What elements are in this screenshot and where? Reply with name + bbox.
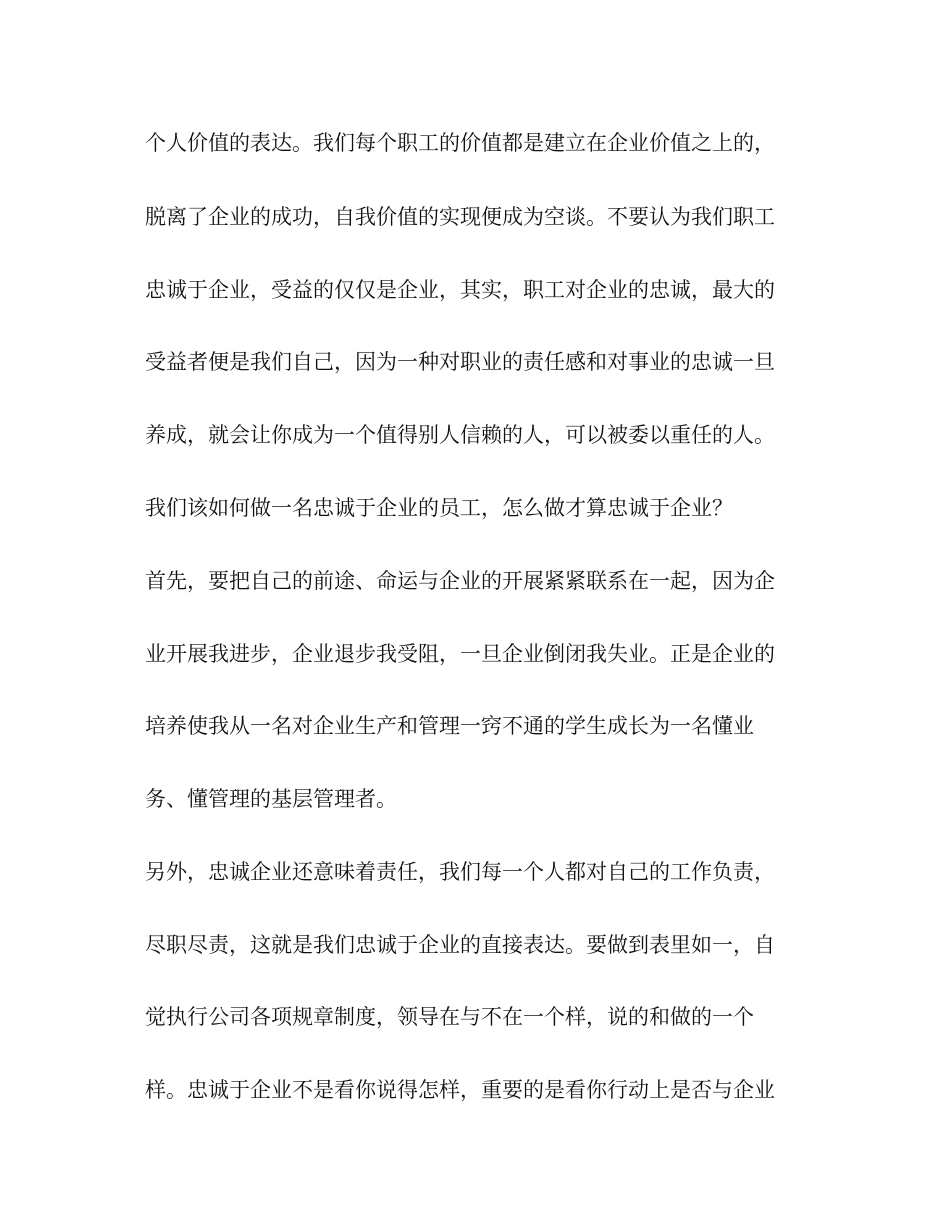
- text-line: 尽职尽责，这就是我们忠诚于企业的直接表达。要做到表里如一，自: [145, 933, 775, 957]
- text-line: 务、懂管理的基层管理者。: [145, 787, 397, 811]
- text-line: 脱离了企业的成功，自我价值的实现便成为空谈。不要认为我们职工: [145, 205, 775, 229]
- text-line: 养成，就会让你成为一个值得别人信赖的人，可以被委以重任的人。: [145, 423, 775, 447]
- text-line: 样。忠诚于企业不是看你说得怎样，重要的是看你行动上是否与企业: [145, 1078, 775, 1102]
- text-line: 个人价值的表达。我们每个职工的价值都是建立在企业价值之上的，: [145, 131, 775, 155]
- text-line: 受益者便是我们自己，因为一种对职业的责任感和对事业的忠诚一旦: [145, 350, 775, 374]
- text-line: 觉执行公司各项规章制度，领导在与不在一个样，说的和做的一个: [145, 1005, 754, 1029]
- text-line: 另外，忠诚企业还意味着责任，我们每一个人都对自己的工作负责，: [145, 860, 775, 884]
- text-line: 我们该如何做一名忠诚于企业的员工，怎么做才算忠诚于企业？: [145, 496, 733, 520]
- text-line: 忠诚于企业，受益的仅仅是企业，其实，职工对企业的忠诚，最大的: [145, 278, 775, 302]
- text-line: 业开展我进步，企业退步我受阻，一旦企业倒闭我失业。正是企业的: [145, 642, 775, 666]
- text-line: 首先，要把自己的前途、命运与企业的开展紧紧联系在一起，因为企: [145, 569, 775, 593]
- text-line: 培养使我从一名对企业生产和管理一窍不通的学生成长为一名懂业: [145, 714, 754, 738]
